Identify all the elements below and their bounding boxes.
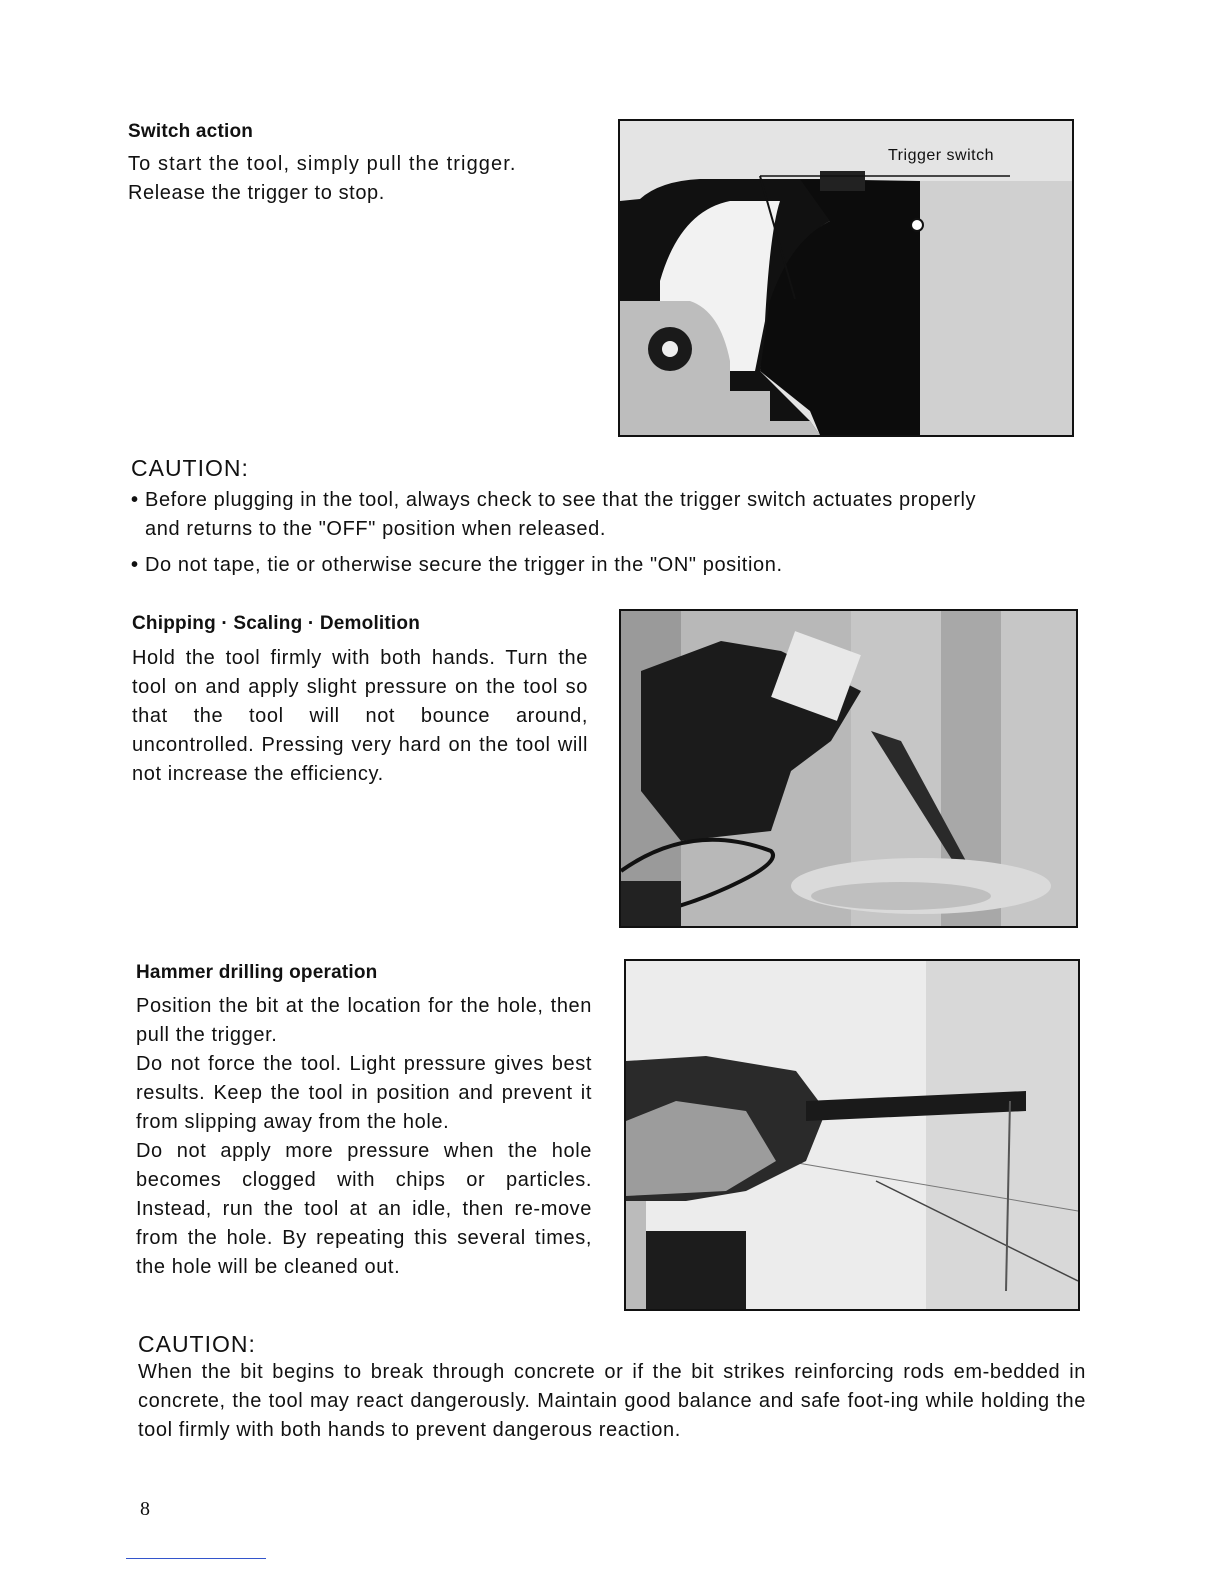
bullet-mark: •: [131, 489, 139, 511]
caution-bullet-2: [131, 551, 1091, 580]
hammer-drilling-illustration: [626, 961, 1078, 1309]
caution-2-text: When the bit begins to break through concrete or if the bit strikes reinforcing rods em-bedded in concrete, the tool may react dangerously. Maintain good balance and safe foot-ing while holding the tool firmly with both hands to prevent dangerous reaction.: [138, 1361, 1086, 1441]
switch-action-heading: Switch action: [128, 121, 254, 142]
caution-title-2: CAUTION:: [138, 1331, 256, 1357]
caution-title-1: CAUTION:: [131, 455, 249, 481]
hammer-para-1: Position the bit at the location for the hole, then pull the trigger.: [136, 995, 592, 1046]
chipping-photo: [619, 609, 1078, 928]
bullet-mark: •: [131, 554, 139, 576]
hammer-text: [136, 992, 592, 1282]
caution-bullet-1-line-2: and returns to the "OFF" position when released.: [145, 518, 607, 540]
trigger-switch-photo: [618, 119, 1074, 437]
hammer-heading: Hammer drilling operation: [136, 962, 378, 983]
trigger-switch-label: Trigger switch: [888, 147, 994, 164]
hammer-para-3: Do not apply more pressure when the hole becomes clogged with chips or particles. Instead, run the tool at an idle, then re-move from the hole. By repeating this several times, the hole will be cleaned out.: [136, 1140, 592, 1278]
caution-bullet-2-text: Do not tape, tie or otherwise secure the trigger in the "ON" position.: [145, 554, 783, 576]
chipping-heading: Chipping · Scaling · Demolition: [132, 613, 421, 634]
caution-bullet-1-line-1: Before plugging in the tool, always check to see that the trigger switch actuates properly: [145, 489, 977, 511]
chipping-illustration: [621, 611, 1076, 926]
trigger-switch-illustration: [620, 121, 1072, 435]
footer-rule: [126, 1558, 266, 1559]
chipping-text: Hold the tool firmly with both hands. Turn the tool on and apply slight pressure on the tool so that the tool will not bounce around, uncontrolled. Pressing very hard on the tool will not increase the efficiency.: [132, 647, 588, 785]
switch-action-line-2: Release the trigger to stop.: [128, 182, 385, 204]
page-number: 8: [140, 1498, 150, 1520]
hammer-drilling-photo: [624, 959, 1080, 1311]
caution-bullet-1: [131, 486, 1091, 544]
hammer-para-2: Do not force the tool. Light pressure gives best results. Keep the tool in position and prevent it from slipping away from the hole.: [136, 1053, 592, 1133]
switch-action-text: [128, 150, 598, 208]
switch-action-line-1: To start the tool, simply pull the trigger.: [128, 153, 517, 175]
